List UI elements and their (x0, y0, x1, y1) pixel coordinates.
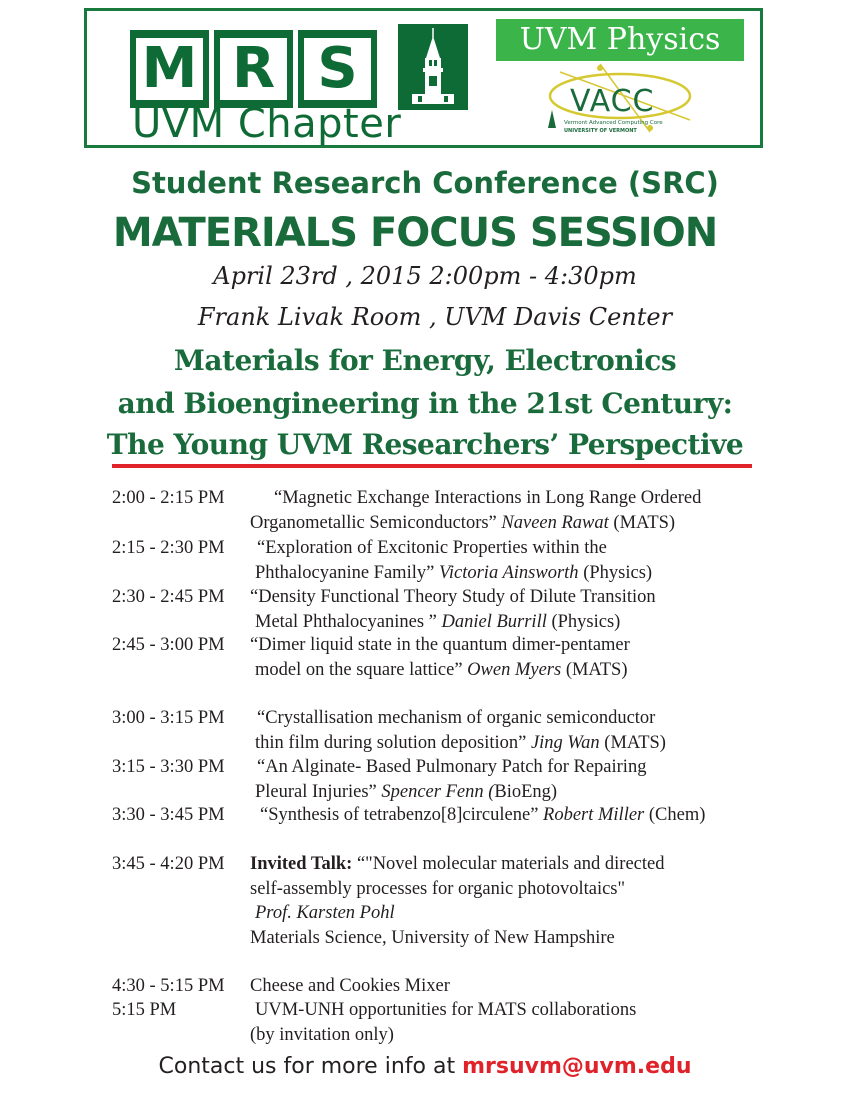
speaker-name: Naveen Rawat (501, 513, 609, 533)
speaker-dept: (MATS) (613, 513, 676, 533)
collab-note: (by invitation only) (250, 1025, 394, 1045)
invited-affiliation: Materials Science, University of New Hampshire (250, 928, 615, 948)
conference-title: Student Research Conference (SRC) (131, 166, 719, 200)
invited-speaker (255, 901, 395, 925)
speaker-dept: BioEng) (494, 782, 558, 802)
event-room: Frank Livak Room , UVM Davis Center (197, 303, 673, 331)
schedule-time: 2:15 - 2:30 PM (112, 538, 225, 558)
talk-title: “Density Functional Theory Study of Dilute Transition (250, 587, 656, 607)
schedule-time: 2:45 - 3:00 PM (112, 635, 225, 655)
schedule-time: 3:45 - 4:20 PM (112, 854, 225, 874)
speaker-dept: (Chem) (648, 805, 706, 825)
schedule-time: 3:30 - 3:45 PM (112, 805, 225, 825)
talk-title: “Dimer liquid state in the quantum dimer-pentamer (250, 635, 630, 655)
collab-text: UVM-UNH opportunities for MATS collaborations (255, 1000, 637, 1020)
speaker-name: Victoria Ainsworth (438, 563, 579, 583)
event-date: April 23rd , 2015 2:00pm - 4:30pm (213, 262, 637, 290)
red-divider (112, 464, 752, 468)
talk-title-cont: thin film during solution deposition” (255, 733, 527, 753)
speaker-name: Jing Wan (530, 733, 600, 753)
talk-details (255, 561, 652, 585)
talk-title-cont: Organometallic Semiconductors” (250, 513, 497, 533)
invited-title-line1: “"Novel molecular materials and directed (356, 854, 665, 874)
schedule-time: 2:30 - 2:45 PM (112, 587, 225, 607)
talk-details (255, 658, 627, 682)
mixer-text: Cheese and Cookies Mixer (250, 976, 450, 996)
vacc-logo (540, 62, 700, 142)
schedule-time: 3:15 - 3:30 PM (112, 757, 225, 777)
talk-title-cont: Metal Phthalocyanines ” (255, 612, 437, 632)
speaker-name: Spencer Fenn ( (381, 782, 495, 802)
invited-title (250, 852, 664, 876)
vacc-tagline: Vermont Advanced Computing Core (564, 120, 663, 126)
session-title: MATERIALS FOCUS SESSION (112, 210, 718, 256)
talk-title: “Crystallisation mechanism of organic semiconductor (257, 708, 656, 728)
invited-speaker-name: Prof. Karsten Pohl (255, 903, 395, 923)
uvm-physics-badge: UVM Physics (496, 19, 744, 61)
speaker-name: Owen Myers (467, 660, 562, 680)
schedule-time: 4:30 - 5:15 PM (112, 976, 225, 996)
talk-title-cont: Pleural Injuries” (255, 782, 377, 802)
subtitle-line-2: and Bioengineering in the 21st Century: (117, 387, 733, 420)
uvm-tower-icon (398, 24, 468, 110)
speaker-dept: (MATS) (604, 733, 666, 753)
talk-title: “Synthesis of tetrabenzo[8]circulene” (260, 805, 539, 825)
contact-line (0, 1054, 850, 1079)
talk-title: “Magnetic Exchange Interactions in Long Range Ordered (274, 488, 702, 508)
contact-email-link[interactable]: mrsuvm@uvm.edu (462, 1054, 692, 1079)
mrs-logo (130, 30, 382, 108)
vacc-university: UNIVERSITY OF VERMONT (564, 128, 637, 134)
speaker-dept: (MATS) (565, 660, 628, 680)
talk-details (250, 511, 675, 535)
subtitle-line-3: The Young UVM Researchers’ Perspective (106, 428, 744, 461)
speaker-dept: (Physics) (583, 563, 653, 583)
talk-title-cont: Phthalocyanine Family” (255, 563, 435, 583)
mrs-letter-r: R (214, 30, 293, 108)
subtitle-line-1: Materials for Energy, Electronics (173, 344, 677, 377)
vacc-wordmark: VACC (570, 84, 655, 119)
contact-text: Contact us for more info at (158, 1054, 463, 1079)
schedule-time: 3:00 - 3:15 PM (112, 708, 225, 728)
invited-label: Invited Talk: (250, 854, 353, 874)
talk-title-cont: model on the square lattice” (255, 660, 463, 680)
speaker-dept: (Physics) (551, 612, 621, 632)
talk-details (255, 780, 557, 804)
mrs-letter-s: S (298, 30, 377, 108)
mrs-letter-m: M (130, 30, 209, 108)
schedule-time: 2:00 - 2:15 PM (112, 488, 225, 508)
talk-title: “Exploration of Excitonic Properties within the (257, 538, 607, 558)
talk-title: “An Alginate- Based Pulmonary Patch for Repairing (257, 757, 647, 777)
talk-details (260, 803, 705, 827)
talk-details (255, 610, 620, 634)
invited-title-line2: self-assembly processes for organic photovoltaics" (250, 879, 626, 899)
speaker-name: Robert Miller (543, 805, 645, 825)
chapter-title: UVM Chapter (132, 101, 402, 147)
talk-details (255, 731, 666, 755)
schedule-time: 5:15 PM (112, 1000, 177, 1020)
speaker-name: Daniel Burrill (441, 612, 547, 632)
